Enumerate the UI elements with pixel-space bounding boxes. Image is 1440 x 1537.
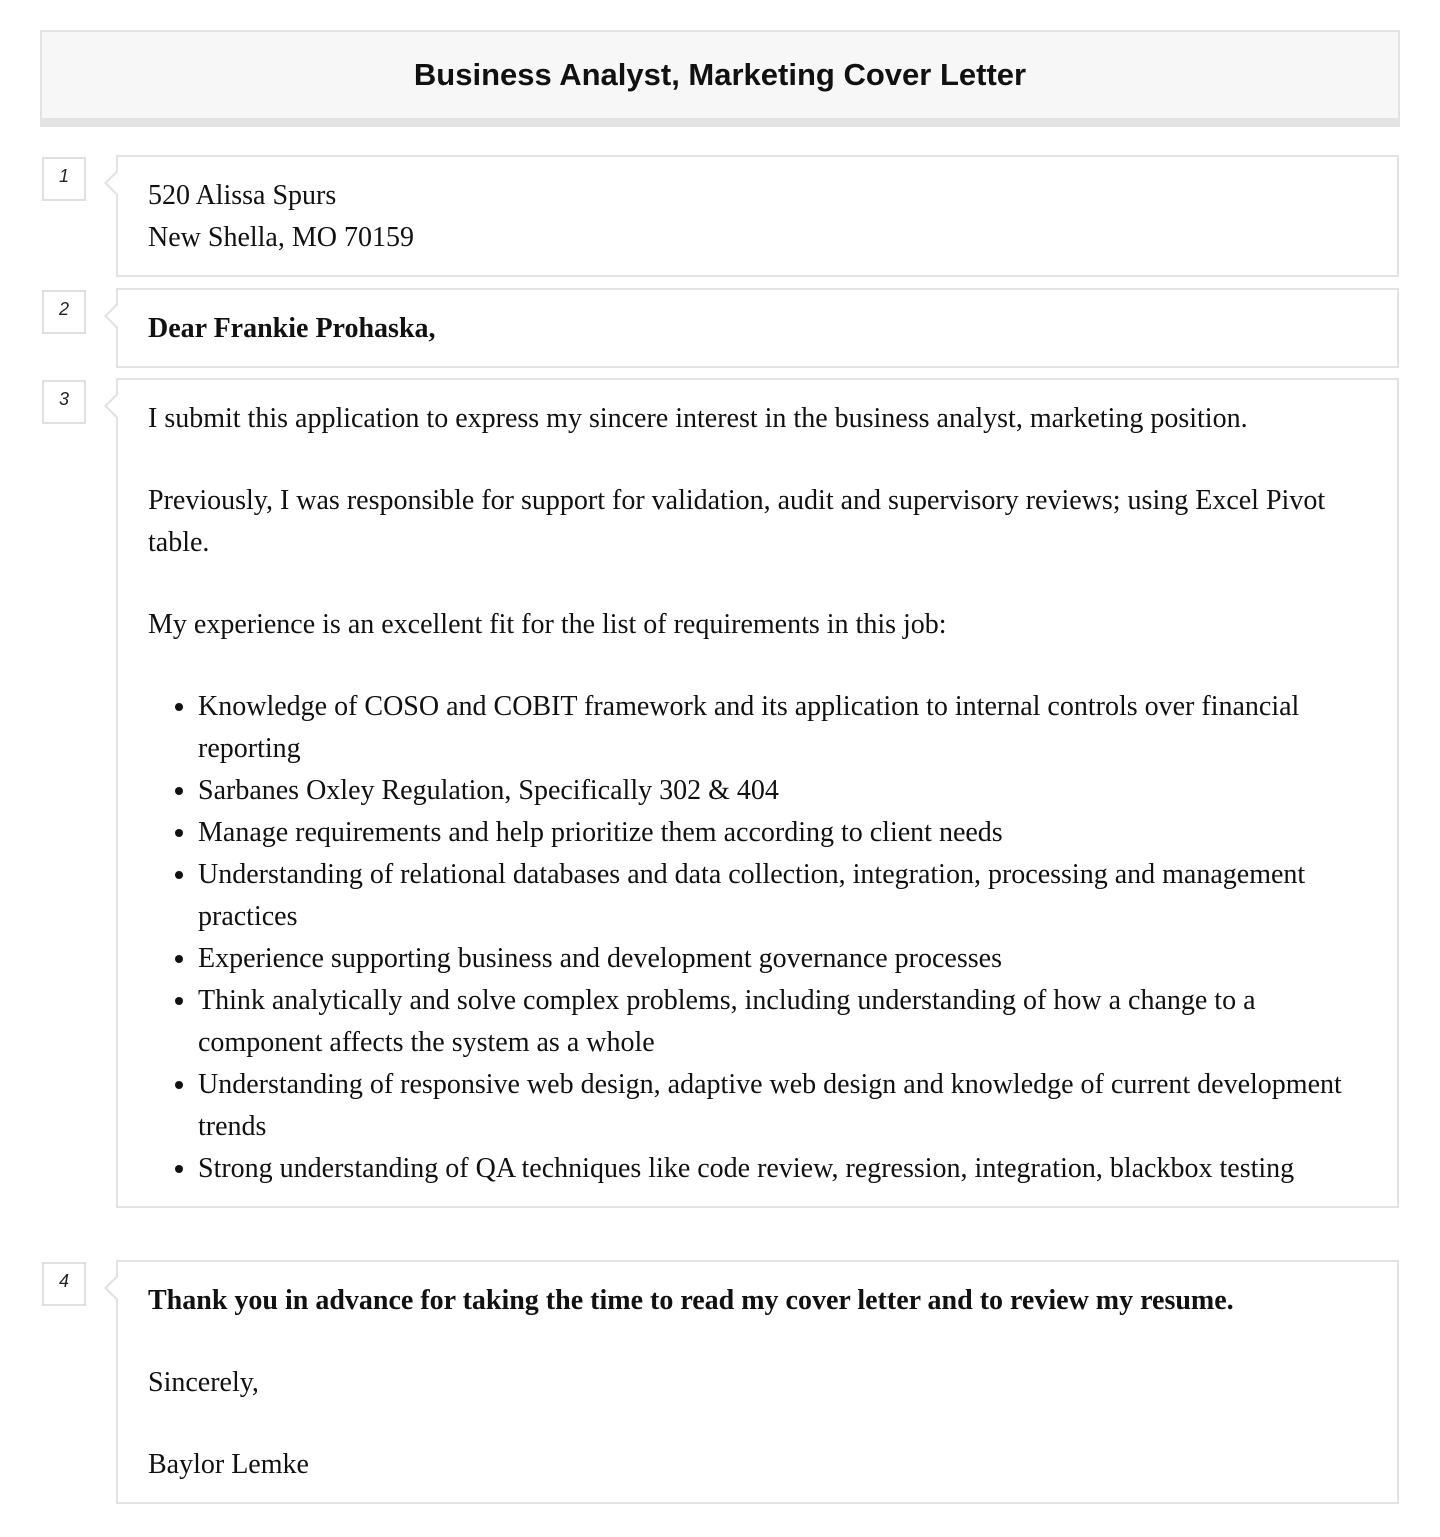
closing-text: Sincerely, — [148, 1367, 259, 1398]
thanks-paragraph: Thank you in advance for taking the time to read my cover letter and to review my resume. — [148, 1285, 1234, 1316]
address-line-2: New Shella, MO 70159 — [148, 222, 414, 253]
list-item: • Experience supporting business and development governance processes — [198, 938, 1367, 980]
section-number: 1 — [42, 157, 86, 201]
list-item: • Knowledge of COSO and COBIT framework and its application to internal controls over financial reporting — [198, 686, 1367, 770]
list-item: • Understanding of relational databases and data collection, integration, processing and management practices — [198, 854, 1367, 938]
address-line-1: 520 Alissa Spurs — [148, 180, 337, 211]
fit-statement: My experience is an excellent fit for the list of requirements in this job: — [148, 609, 947, 640]
address-block — [116, 155, 1399, 277]
list-item: • Think analytically and solve complex problems, including understanding of how a change to a component affects the system as a whole — [198, 980, 1367, 1064]
intro-paragraph: I submit this application to express my sincere interest in the business analyst, marketing position. — [148, 403, 1248, 434]
salutation-block — [116, 288, 1399, 368]
body-block — [116, 378, 1399, 1208]
section-number: 2 — [42, 290, 86, 334]
signature: Baylor Lemke — [148, 1449, 309, 1480]
closing-block — [116, 1260, 1399, 1504]
list-item: • Sarbanes Oxley Regulation, Specifically 302 & 404 — [198, 770, 1367, 812]
list-item: • Strong understanding of QA techniques like code review, regression, integration, blackbox testing — [198, 1148, 1367, 1190]
experience-paragraph: Previously, I was responsible for support for validation, audit and supervisory reviews; using Excel Pivot table. — [148, 485, 1326, 558]
section-number: 3 — [42, 380, 86, 424]
salutation: Dear Frankie Prohaska, — [148, 313, 436, 344]
list-item: • Manage requirements and help prioritize them according to client needs — [198, 812, 1367, 854]
requirements-list — [148, 686, 1367, 1190]
page-title: Business Analyst, Marketing Cover Letter — [413, 57, 1027, 92]
section-number: 4 — [42, 1262, 86, 1306]
letter-title-bar — [40, 30, 1400, 127]
list-item: • Understanding of responsive web design, adaptive web design and knowledge of current development trends — [198, 1064, 1367, 1148]
